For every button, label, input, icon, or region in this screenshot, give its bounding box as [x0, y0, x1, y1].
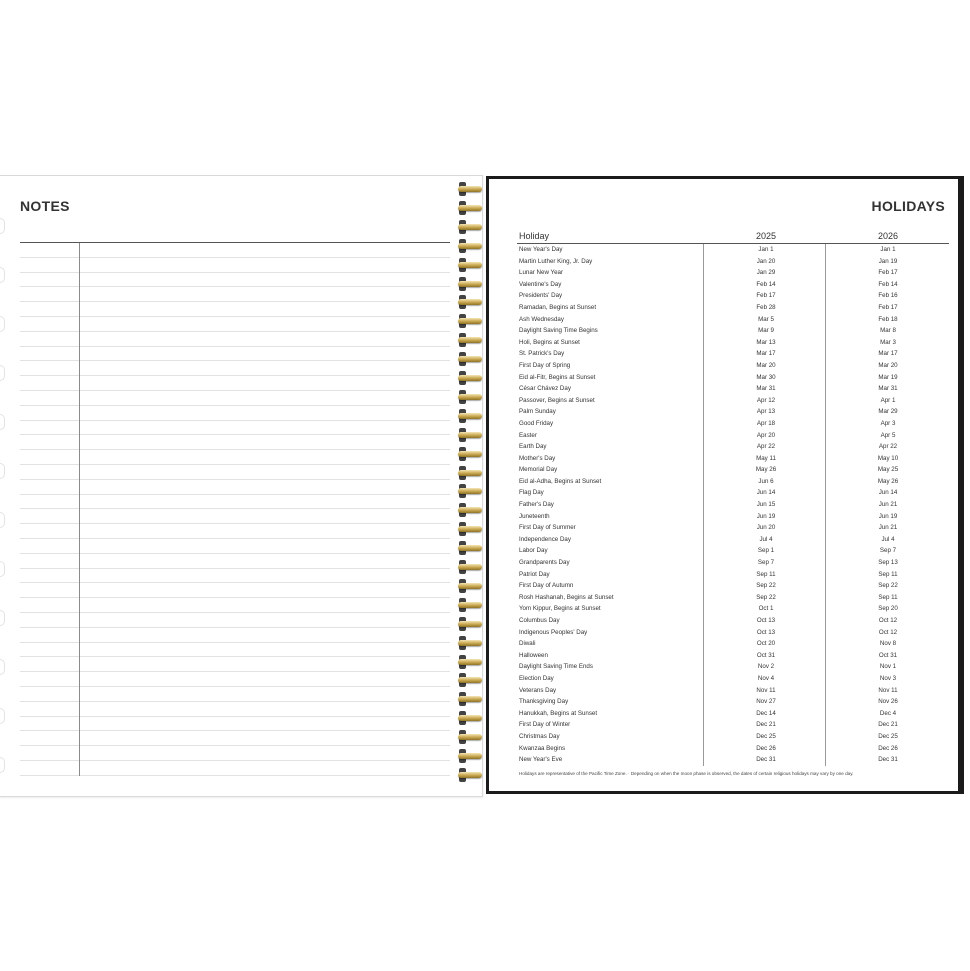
notes-line — [20, 450, 450, 465]
spiral-coil — [458, 393, 482, 401]
holiday-date-2025: Jan 1 — [758, 246, 774, 253]
notes-line — [20, 524, 450, 539]
holiday-row — [517, 267, 949, 279]
page-tab — [0, 267, 5, 283]
spiral-coil — [458, 620, 482, 628]
holiday-date-2025: Feb 28 — [756, 303, 776, 311]
holiday-date-2026: Sep 7 — [879, 547, 897, 555]
holiday-name: Passover, Begins at Sunset — [519, 396, 595, 404]
holiday-name: Mother's Day — [519, 454, 556, 462]
holiday-date-2026: Apr 1 — [880, 396, 896, 404]
holiday-row — [517, 754, 949, 766]
spiral-coil — [458, 582, 482, 590]
holiday-date-2025: Sep 22 — [756, 593, 776, 601]
notes-line — [20, 539, 450, 554]
holiday-row — [517, 615, 949, 627]
notes-line — [20, 613, 450, 628]
holiday-name: First Day of Autumn — [519, 582, 574, 590]
holiday-date-2026: Nov 11 — [878, 686, 898, 694]
holiday-row — [517, 464, 949, 476]
holiday-row — [517, 511, 949, 523]
holiday-date-2025: May 11 — [756, 454, 776, 462]
holiday-date-2026: Apr 5 — [880, 431, 896, 439]
spiral-coil — [458, 639, 482, 647]
holidays-table — [517, 231, 949, 766]
spiral-coil — [458, 469, 482, 477]
notes-line — [20, 598, 450, 613]
page-tab — [0, 512, 5, 528]
holiday-row — [517, 360, 949, 372]
spiral-coil — [458, 185, 482, 193]
holiday-date-2026: Nov 1 — [879, 663, 897, 671]
spiral-coil — [458, 412, 482, 420]
holiday-date-2025: Mar 9 — [758, 327, 774, 335]
spiral-coil — [458, 317, 482, 325]
notes-line — [20, 258, 450, 273]
notes-line — [20, 761, 450, 776]
holiday-name: Indigenous Peoples' Day — [519, 628, 588, 636]
holiday-row — [517, 290, 949, 302]
holiday-row — [517, 627, 949, 639]
holiday-name: Presidents' Day — [519, 292, 563, 300]
holiday-date-2026: Mar 19 — [878, 373, 898, 381]
spiral-coil — [458, 242, 482, 250]
header-year-2025: 2025 — [755, 231, 777, 241]
spiral-coil — [458, 506, 482, 514]
holiday-name: Flag Day — [519, 489, 544, 497]
holiday-date-2026: Sep 11 — [878, 593, 898, 601]
notes-line — [20, 643, 450, 658]
holiday-row — [517, 256, 949, 268]
holiday-name: Hanukkah, Begins at Sunset — [519, 709, 598, 717]
holiday-date-2026: Jan 1 — [880, 246, 896, 253]
holiday-name: Eid al-Fitr, Begins at Sunset — [519, 373, 596, 381]
notes-line — [20, 672, 450, 687]
notes-line — [20, 657, 450, 672]
notes-line — [20, 421, 450, 436]
holiday-row — [517, 696, 949, 708]
holiday-name: Columbus Day — [519, 617, 560, 624]
holiday-row — [517, 395, 949, 407]
holiday-date-2026: Dec 25 — [878, 732, 898, 740]
holiday-name: Easter — [519, 431, 537, 439]
holiday-date-2026: Mar 8 — [880, 327, 896, 335]
notes-line — [20, 495, 450, 510]
holiday-date-2025: Apr 18 — [756, 419, 776, 427]
spiral-coil — [458, 280, 482, 288]
holiday-row — [517, 314, 949, 326]
notes-line — [20, 687, 450, 702]
holiday-name: César Chávez Day — [519, 385, 571, 393]
page-tab — [0, 218, 5, 234]
holiday-date-2026: Dec 26 — [878, 744, 898, 752]
spiral-coil — [458, 695, 482, 703]
holiday-name: Labor Day — [519, 547, 548, 555]
holiday-date-2026: Oct 12 — [878, 628, 898, 636]
holiday-row — [517, 719, 949, 731]
notes-line — [20, 569, 450, 584]
page-tab — [0, 561, 5, 577]
holiday-date-2025: Nov 2 — [757, 663, 775, 671]
spiral-coil — [458, 450, 482, 458]
holiday-date-2026: Feb 17 — [878, 303, 898, 311]
holiday-row — [517, 557, 949, 569]
holiday-row — [517, 372, 949, 384]
holiday-date-2025: Jun 20 — [756, 524, 776, 532]
holiday-date-2026: Apr 3 — [880, 419, 896, 427]
spiral-coil — [458, 261, 482, 269]
spiral-coil — [458, 336, 482, 344]
holiday-date-2026: May 25 — [877, 466, 899, 474]
holiday-row — [517, 708, 949, 720]
holiday-date-2025: Mar 31 — [756, 385, 776, 393]
notes-line — [20, 287, 450, 302]
holiday-date-2026: Mar 3 — [880, 338, 896, 346]
notes-line — [20, 317, 450, 332]
holiday-name: Election Day — [519, 674, 554, 682]
holiday-date-2025: Apr 20 — [756, 431, 776, 439]
notes-line — [20, 376, 450, 391]
holiday-date-2026: Feb 17 — [878, 269, 898, 277]
holiday-row — [517, 383, 949, 395]
holiday-date-2025: Sep 7 — [757, 559, 775, 567]
holiday-date-2025: Oct 20 — [756, 640, 776, 648]
holiday-row — [517, 453, 949, 465]
holiday-name: Kwanzaa Begins — [519, 744, 566, 752]
holiday-date-2026: Mar 17 — [878, 350, 898, 358]
holiday-date-2025: Jul 4 — [759, 535, 773, 543]
notes-line — [20, 347, 450, 362]
holiday-row — [517, 430, 949, 442]
holiday-name: First Day of Spring — [519, 361, 571, 369]
holiday-name: Holi, Begins at Sunset — [519, 338, 580, 346]
holiday-name: Independence Day — [519, 535, 571, 543]
notes-line — [20, 406, 450, 421]
holiday-date-2025: Apr 13 — [756, 408, 776, 416]
page-tab — [0, 316, 5, 332]
notes-line — [20, 361, 450, 376]
holiday-name: New Year's Eve — [519, 756, 563, 764]
holiday-date-2026: Sep 11 — [878, 570, 898, 578]
holiday-name: Yom Kippur, Begins at Sunset — [519, 605, 601, 613]
holiday-name: Ash Wednesday — [519, 315, 564, 323]
notes-margin-line — [79, 243, 80, 776]
holiday-date-2026: Dec 31 — [878, 756, 898, 764]
holiday-row — [517, 337, 949, 349]
holiday-date-2025: Dec 25 — [756, 732, 776, 740]
holiday-row — [517, 302, 949, 314]
spiral-coil — [458, 544, 482, 552]
notes-line — [20, 509, 450, 524]
notes-page — [0, 175, 483, 797]
holiday-date-2026: Mar 20 — [878, 361, 898, 369]
holiday-date-2025: Feb 14 — [756, 280, 776, 288]
notes-line — [20, 628, 450, 643]
holiday-name: Christmas Day — [519, 732, 560, 740]
spiral-coil — [458, 525, 482, 533]
spiral-coil — [458, 601, 482, 609]
holiday-date-2026: Jun 14 — [878, 489, 898, 497]
header-year-2026: 2026 — [877, 231, 899, 241]
holiday-row — [517, 685, 949, 697]
holiday-name: Thanksgiving Day — [519, 698, 569, 706]
notes-line — [20, 702, 450, 717]
holiday-row — [517, 279, 949, 291]
holiday-date-2025: Mar 5 — [758, 315, 774, 323]
holiday-name: Earth Day — [519, 443, 547, 451]
holiday-date-2026: Feb 14 — [878, 280, 898, 288]
holiday-row — [517, 743, 949, 755]
holiday-date-2025: Sep 22 — [756, 582, 776, 590]
holiday-date-2025: Oct 1 — [758, 605, 774, 613]
holiday-date-2025: Jun 14 — [756, 489, 776, 497]
holiday-name: Daylight Saving Time Begins — [519, 327, 598, 335]
holiday-name: Valentine's Day — [519, 280, 562, 288]
spiral-coil — [458, 374, 482, 382]
holiday-name: Diwali — [519, 640, 536, 648]
holiday-date-2025: Mar 30 — [756, 373, 776, 381]
header-holiday: Holiday — [519, 231, 550, 241]
spiral-coil — [458, 752, 482, 760]
spiral-coil — [458, 733, 482, 741]
spiral-coil — [458, 355, 482, 363]
holiday-date-2026: Nov 26 — [878, 698, 898, 706]
holiday-date-2026: Oct 12 — [878, 617, 898, 624]
holiday-date-2025: Nov 11 — [756, 686, 776, 694]
holiday-name: Rosh Hashanah, Begins at Sunset — [519, 593, 614, 601]
holiday-date-2025: Dec 14 — [756, 709, 776, 717]
spiral-coil — [458, 658, 482, 666]
holiday-date-2026: Jun 21 — [878, 501, 898, 509]
holiday-date-2026: Sep 13 — [878, 559, 898, 567]
holiday-name: Good Friday — [519, 419, 554, 427]
holiday-row — [517, 534, 949, 546]
holiday-row — [517, 499, 949, 511]
holiday-date-2025: Jan 20 — [756, 257, 776, 265]
holiday-row — [517, 650, 949, 662]
spiral-coil — [458, 298, 482, 306]
holiday-row — [517, 592, 949, 604]
notes-line — [20, 465, 450, 480]
notes-line — [20, 554, 450, 569]
holiday-date-2026: Jun 19 — [878, 512, 898, 520]
holiday-name: Memorial Day — [519, 466, 558, 474]
notes-line — [20, 273, 450, 288]
holiday-row — [517, 673, 949, 685]
notes-title: NOTES — [20, 198, 70, 214]
spiral-coil — [458, 431, 482, 439]
holiday-row — [517, 545, 949, 557]
holiday-date-2026: May 10 — [877, 454, 899, 462]
holiday-date-2025: Nov 4 — [757, 674, 775, 682]
page-tab — [0, 610, 5, 626]
notes-line — [20, 391, 450, 406]
holiday-date-2025: Dec 26 — [756, 744, 776, 752]
holiday-name: Daylight Saving Time Ends — [519, 663, 593, 671]
notes-line — [20, 583, 450, 598]
holiday-date-2025: Jun 6 — [758, 477, 774, 485]
holiday-row — [517, 418, 949, 430]
holiday-date-2026: Jul 4 — [881, 535, 895, 543]
holiday-row — [517, 661, 949, 673]
holiday-name: Juneteenth — [519, 512, 550, 520]
holiday-name: First Day of Winter — [519, 721, 571, 729]
holiday-date-2026: Dec 4 — [879, 709, 897, 717]
holiday-date-2025: Oct 31 — [756, 651, 776, 659]
holiday-row — [517, 487, 949, 499]
spiral-coil — [458, 714, 482, 722]
holiday-date-2026: Mar 31 — [878, 385, 898, 393]
holiday-date-2026: May 26 — [877, 477, 899, 485]
holiday-name: Eid al-Adha, Begins at Sunset — [519, 477, 602, 485]
column-divider-1 — [703, 244, 704, 766]
holiday-row — [517, 731, 949, 743]
holiday-row — [517, 580, 949, 592]
holiday-date-2025: Sep 11 — [756, 570, 776, 578]
column-divider-2 — [825, 244, 826, 766]
holiday-name: First Day of Summer — [519, 524, 576, 532]
holidays-title: HOLIDAYS — [871, 198, 945, 214]
holiday-name: Father's Day — [519, 501, 554, 509]
holiday-name: Palm Sunday — [519, 408, 556, 416]
holiday-date-2025: Jun 15 — [756, 501, 776, 509]
holiday-name: Halloween — [519, 651, 548, 659]
spiral-binding — [458, 185, 482, 785]
spiral-coil — [458, 676, 482, 684]
holiday-name: Grandparents Day — [519, 559, 570, 567]
holiday-row — [517, 348, 949, 360]
holiday-row — [517, 325, 949, 337]
holiday-row — [517, 406, 949, 418]
notes-line — [20, 717, 450, 732]
page-tab — [0, 659, 5, 675]
holidays-table-header — [517, 231, 949, 244]
holiday-date-2025: Oct 13 — [756, 628, 776, 636]
notes-line — [20, 731, 450, 746]
holiday-date-2025: Mar 13 — [756, 338, 776, 346]
holidays-rows — [517, 244, 949, 766]
holiday-date-2026: Sep 22 — [878, 582, 898, 590]
notes-line — [20, 435, 450, 450]
holiday-row — [517, 522, 949, 534]
holiday-date-2026: Dec 21 — [878, 721, 898, 729]
holiday-date-2025: Nov 27 — [756, 698, 776, 706]
spiral-coil — [458, 563, 482, 571]
spiral-coil — [458, 223, 482, 231]
holiday-date-2025: Dec 21 — [756, 721, 776, 729]
notes-line — [20, 746, 450, 761]
holiday-row — [517, 244, 949, 256]
notes-lines — [20, 243, 450, 776]
holiday-date-2025: Apr 12 — [756, 396, 776, 404]
page-tab — [0, 463, 5, 479]
holiday-row — [517, 441, 949, 453]
holiday-date-2026: Apr 22 — [878, 443, 898, 451]
holiday-row — [517, 603, 949, 615]
holiday-date-2026: Feb 18 — [878, 315, 898, 323]
holiday-name: Lunar New Year — [519, 269, 564, 277]
page-tab — [0, 414, 5, 430]
holiday-name: Veterans Day — [519, 686, 557, 694]
holiday-name: Martin Luther King, Jr. Day — [519, 257, 593, 265]
holiday-date-2026: Jun 21 — [878, 524, 898, 532]
holidays-page — [486, 176, 964, 794]
page-tab — [0, 757, 5, 773]
holiday-row — [517, 476, 949, 488]
holiday-name: Patriot Day — [519, 570, 550, 578]
holiday-name: New Year's Day — [519, 246, 563, 253]
holiday-date-2025: Jan 29 — [756, 269, 776, 277]
notes-line — [20, 332, 450, 347]
holiday-row — [517, 569, 949, 581]
holiday-date-2026: Oct 31 — [878, 651, 898, 659]
spiral-coil — [458, 487, 482, 495]
holiday-row — [517, 638, 949, 650]
notes-line — [20, 302, 450, 317]
holiday-date-2025: Dec 31 — [756, 756, 776, 764]
holiday-date-2026: Jan 19 — [878, 257, 898, 265]
holiday-date-2026: Mar 29 — [878, 408, 898, 416]
holiday-date-2026: Nov 8 — [879, 640, 897, 648]
spiral-coil — [458, 771, 482, 779]
page-tab — [0, 365, 5, 381]
notes-line — [20, 480, 450, 495]
holiday-date-2026: Sep 20 — [878, 605, 898, 613]
holiday-date-2025: Jun 19 — [756, 512, 776, 520]
notes-line — [20, 243, 450, 258]
page-tab — [0, 708, 5, 724]
holiday-date-2025: Apr 22 — [756, 443, 776, 451]
holiday-name: St. Patrick's Day — [519, 350, 565, 358]
holidays-footnote: Holidays are representative of the Pacific Time Zone. · Depending on when the moon phase is observed, the dates of certain religious holidays may vary by one day. — [519, 771, 854, 776]
holiday-date-2025: Mar 17 — [756, 350, 776, 358]
holiday-name: Ramadan, Begins at Sunset — [519, 303, 597, 311]
holiday-date-2026: Nov 3 — [879, 674, 897, 682]
holiday-date-2025: Mar 20 — [756, 361, 776, 369]
holiday-date-2025: Feb 17 — [756, 292, 776, 300]
holiday-date-2026: Feb 16 — [878, 292, 898, 300]
holiday-date-2025: Sep 1 — [757, 547, 775, 555]
holiday-date-2025: Oct 13 — [756, 617, 776, 624]
holiday-date-2025: May 26 — [755, 466, 777, 474]
spiral-coil — [458, 204, 482, 212]
